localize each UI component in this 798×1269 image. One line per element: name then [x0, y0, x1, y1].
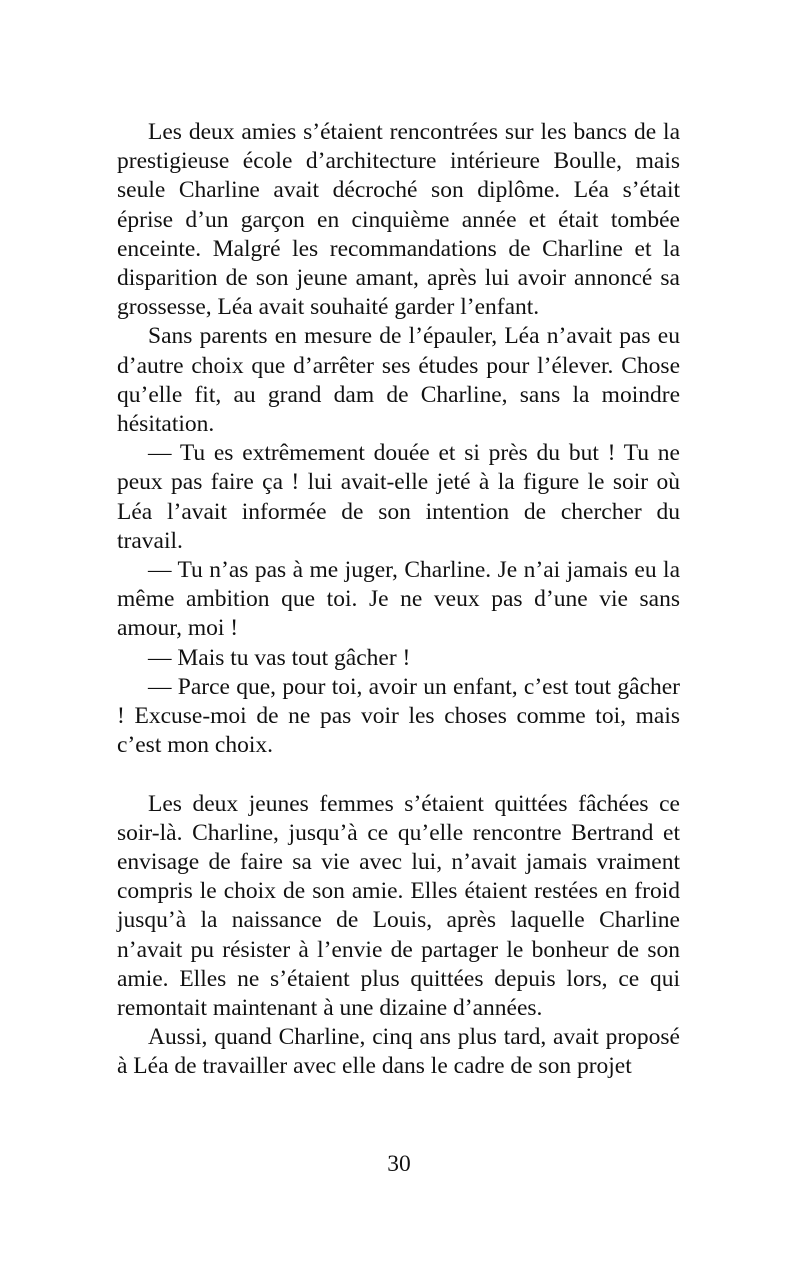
paragraph: Sans parents en mesure de l’épauler, Léa n’avait pas eu d’autre choix que d’arrêter ses études pour l’élever. Chose qu’elle fit, au grand dam de Charline, sans la moindre hésitation. [117, 323, 680, 438]
page-number: 30 [387, 1151, 411, 1177]
paragraph: Aussi, quand Charline, cinq ans plus tard, avait proposé à Léa de travailler avec elle dans le cadre de son projet [117, 1024, 680, 1080]
dialogue-line: — Parce que, pour toi, avoir un enfant, c’est tout gâcher ! Excuse-moi de ne pas voir les choses comme toi, mais c’est mon choix. [117, 673, 680, 759]
dialogue-line: — Tu es extrêmement douée et si près du but ! Tu ne peux pas faire ça ! lui avait-elle jeté à la figure le soir où Léa l’avait informée de son intention de chercher du travail. [117, 440, 680, 554]
paragraph: Les deux jeunes femmes s’étaient quittées fâchées ce soir-là. Charline, jusqu’à ce qu’elle rencontre Bertrand et envisage de faire sa vie avec lui, n’avait jamais vraiment compris le choix de son amie. Elles étaient restées en froid jusqu’à la naissance de Louis, après laquelle Charline n’avait pu résister à l’envie de partager le bonheur de son amie. Elles ne s’étaient plus quittées depuis lors, ce qui remontait maintenant à une dizaine d’années. [117, 790, 680, 1022]
paragraph: Les deux amies s’étaient rencontrées sur les bancs de la prestigieuse école d’architecture intérieure Boulle, mais seule Charline avait décroché son diplôme. Léa s’était éprise d’un garçon en cinquième année et était tombée enceinte. Malgré les recommandations de Charline et la disparition de son jeune amant, après lui avoir annoncé sa grossesse, Léa avait souhaité garder l’enfant. [117, 119, 680, 321]
page-body [117, 118, 680, 1082]
dialogue-line: — Mais tu vas tout gâcher ! [148, 644, 411, 671]
dialogue-line: — Tu n’as pas à me juger, Charline. Je n’ai jamais eu la même ambition que toi. Je ne veux pas d’une vie sans amour, moi ! [117, 557, 680, 642]
section-break [117, 760, 680, 789]
